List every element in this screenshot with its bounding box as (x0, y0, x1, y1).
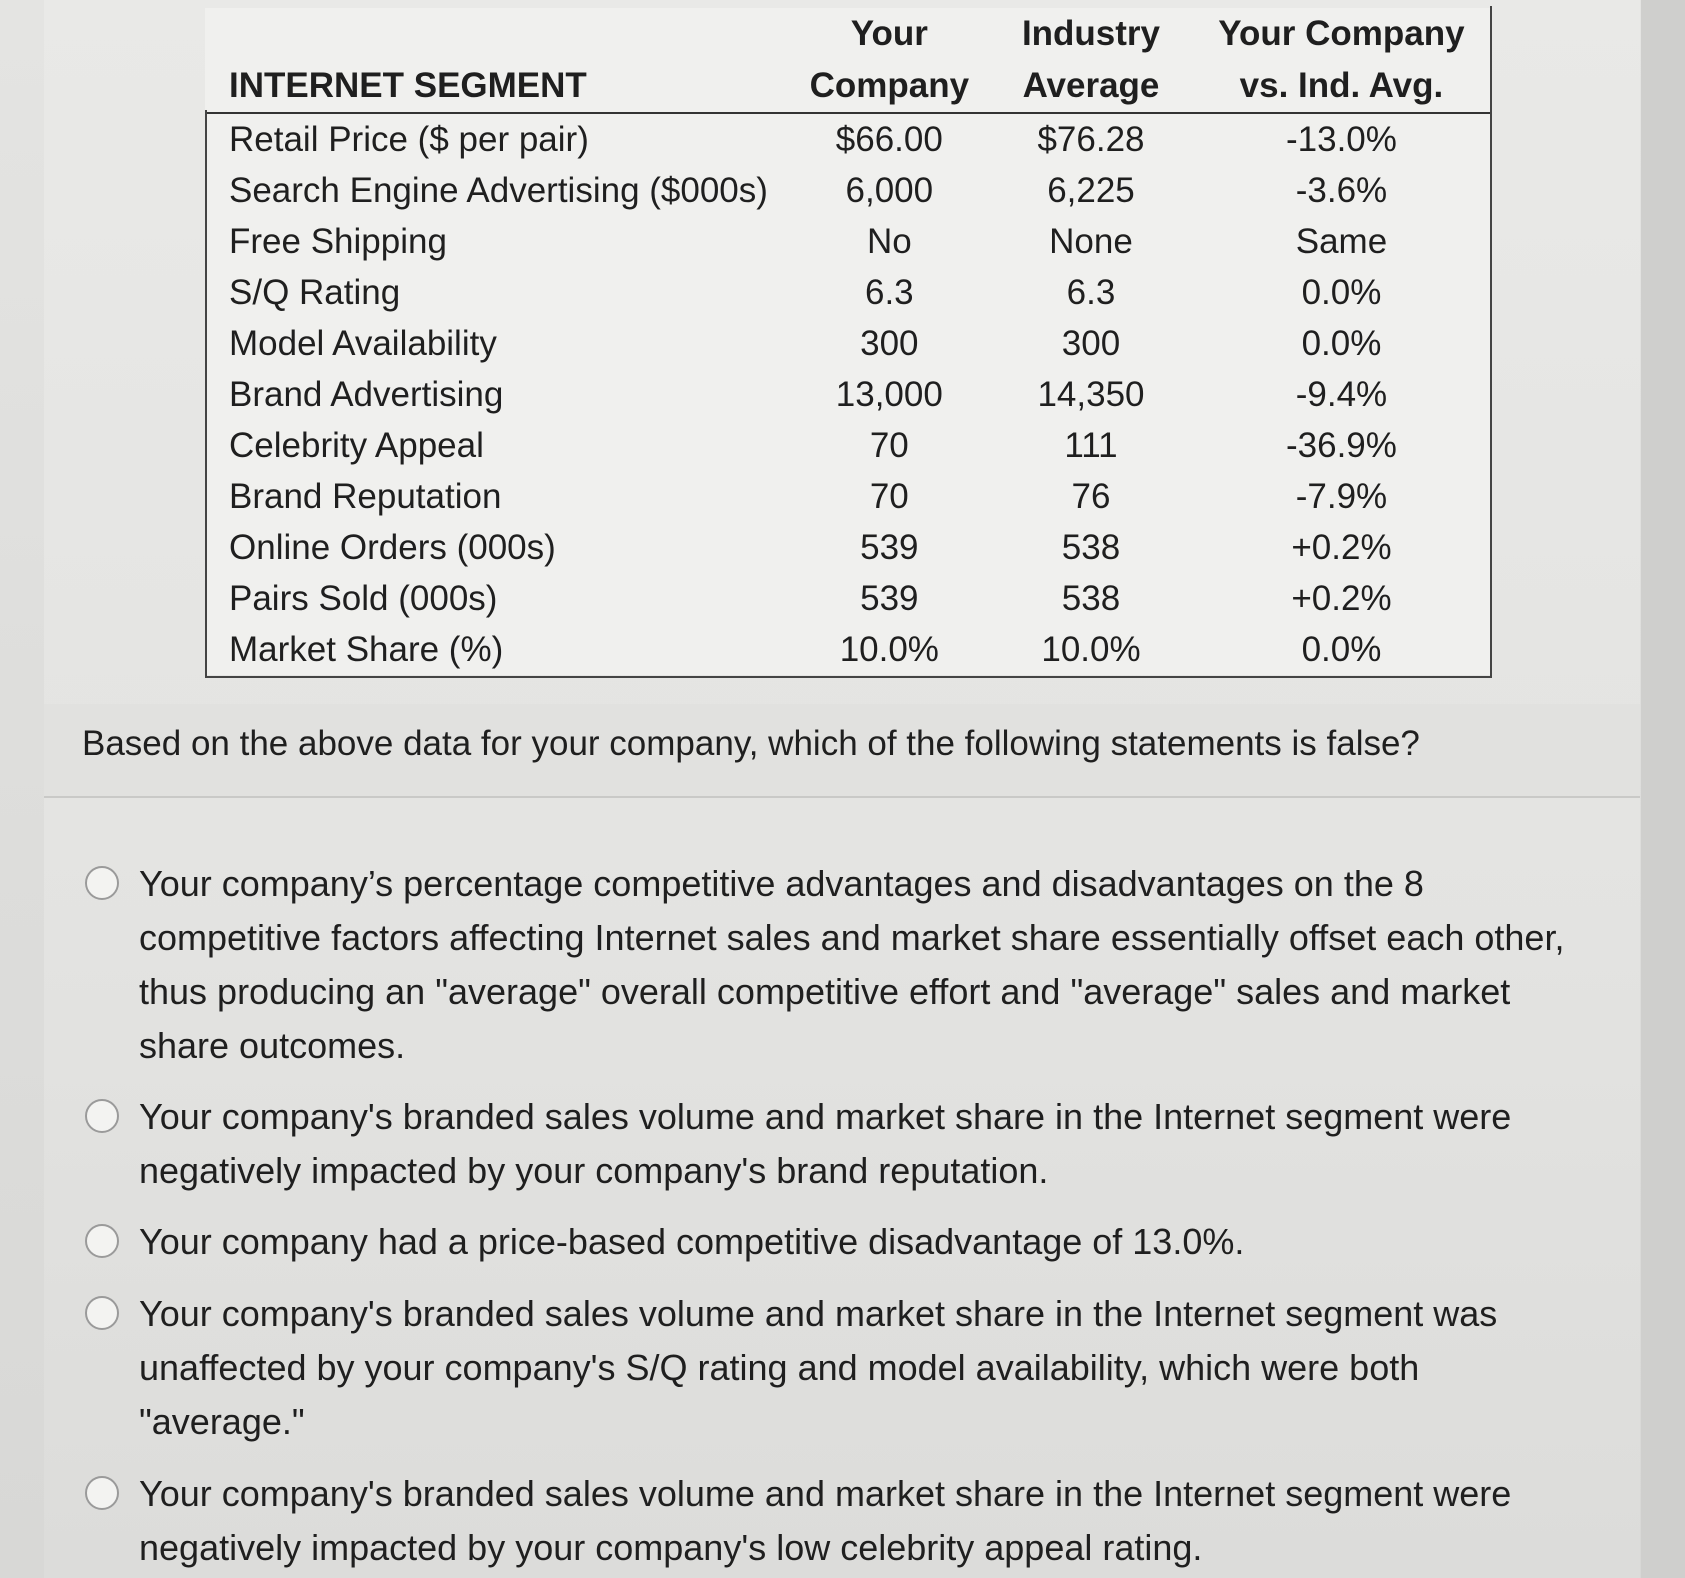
answer-option-2[interactable] (85, 1090, 1585, 1198)
header-internet-segment: INTERNET SEGMENT (229, 66, 587, 105)
header-industry-average: Industry Average (1021, 14, 1161, 105)
row-vs-value: -7.9% (1295, 476, 1388, 516)
row-factor: Model Availability (229, 323, 497, 363)
row-company-value: 70 (869, 425, 909, 465)
row-company-value: 6.3 (864, 272, 914, 312)
table-row (205, 573, 1490, 624)
table-row (205, 113, 1490, 165)
row-industry-value: 14,350 (1037, 374, 1145, 414)
row-vs-value: +0.2% (1291, 578, 1392, 618)
row-vs-value: -3.6% (1295, 170, 1388, 210)
radio-button-2[interactable] (85, 1099, 119, 1133)
row-factor: Search Engine Advertising ($000s) (229, 170, 768, 210)
row-factor: Retail Price ($ per pair) (229, 119, 589, 159)
answer-option-label[interactable]: Your company had a price-based competitive disadvantage of 13.0%. (139, 1221, 1245, 1262)
table-row (205, 165, 1490, 216)
row-industry-value: 538 (1061, 527, 1121, 567)
table-row (205, 471, 1490, 522)
row-company-value: 70 (869, 476, 909, 516)
row-factor: Pairs Sold (000s) (229, 578, 498, 618)
answer-option-label[interactable]: Your company's branded sales volume and market share in the Internet segment were negatively impacted by your company's low celebrity appeal rating. (139, 1473, 1512, 1568)
row-vs-value: 0.0% (1301, 629, 1382, 669)
row-factor: Brand Advertising (229, 374, 504, 414)
row-factor: Celebrity Appeal (229, 425, 484, 465)
answer-option-5[interactable] (85, 1467, 1585, 1575)
row-industry-value: 6,225 (1047, 170, 1135, 210)
row-vs-value: Same (1295, 221, 1388, 261)
table-row (205, 216, 1490, 267)
row-vs-value: -13.0% (1286, 119, 1397, 159)
row-vs-value: 0.0% (1301, 272, 1382, 312)
row-factor: Online Orders (000s) (229, 527, 556, 567)
question-text: Based on the above data for your company, which of the following statements is false? (82, 724, 1420, 763)
row-company-value: 6,000 (845, 170, 934, 210)
answer-option-3[interactable] (85, 1215, 1585, 1269)
row-company-value: 300 (860, 323, 919, 363)
table-row (205, 318, 1490, 369)
table-row (205, 522, 1490, 573)
row-industry-value: 300 (1061, 323, 1121, 363)
table-row (205, 267, 1490, 318)
table-row (205, 420, 1490, 471)
row-industry-value: 76 (1071, 476, 1111, 516)
row-industry-value: 538 (1061, 578, 1121, 618)
radio-button-3[interactable] (85, 1224, 119, 1258)
row-industry-value: $76.28 (1037, 119, 1145, 159)
row-vs-value: -9.4% (1295, 374, 1388, 414)
answer-option-label[interactable]: Your company's branded sales volume and market share in the Internet segment were negatively impacted by your company's brand reputation. (139, 1096, 1512, 1191)
header-vs-industry: Your Company vs. Ind. Avg. (1218, 14, 1465, 105)
row-industry-value: 6.3 (1066, 272, 1116, 312)
scroll-gutter (1641, 0, 1685, 1578)
row-company-value: 539 (860, 578, 919, 618)
answer-option-4[interactable] (85, 1287, 1585, 1449)
row-factor: S/Q Rating (229, 272, 401, 312)
row-industry-value: 111 (1064, 425, 1118, 465)
row-factor: Free Shipping (229, 221, 447, 261)
row-vs-value: +0.2% (1291, 527, 1392, 567)
internet-segment-table (205, 8, 1490, 675)
radio-button-5[interactable] (85, 1476, 119, 1510)
row-factor: Brand Reputation (229, 476, 502, 516)
row-company-value: $66.00 (835, 119, 943, 159)
table-row (205, 369, 1490, 420)
row-company-value: 13,000 (835, 374, 943, 414)
header-your-company: Your Company (809, 14, 970, 105)
row-company-value: No (866, 221, 912, 261)
row-industry-value: None (1049, 221, 1133, 261)
row-company-value: 539 (860, 527, 919, 567)
row-vs-value: 0.0% (1301, 323, 1382, 363)
row-factor: Market Share (%) (229, 629, 504, 669)
answer-option-label[interactable]: Your company’s percentage competitive advantages and disadvantages on the 8 competitive factors affecting Internet sales and market share essentially offset each other, thus producing an "average" overall competitive effort and "average" sales and market share outcomes. (139, 863, 1565, 1066)
row-vs-value: -36.9% (1286, 425, 1397, 465)
row-industry-value: 10.0% (1041, 629, 1141, 669)
answer-option-label[interactable]: Your company's branded sales volume and market share in the Internet segment was unaffected by your company's S/Q rating and model availability, which were both "average." (139, 1293, 1498, 1442)
table-header-row (205, 8, 1490, 113)
answer-option-1[interactable] (85, 857, 1585, 1073)
radio-button-1[interactable] (85, 866, 119, 900)
row-company-value: 10.0% (839, 629, 939, 669)
radio-button-4[interactable] (85, 1296, 119, 1330)
table-row (205, 624, 1490, 675)
